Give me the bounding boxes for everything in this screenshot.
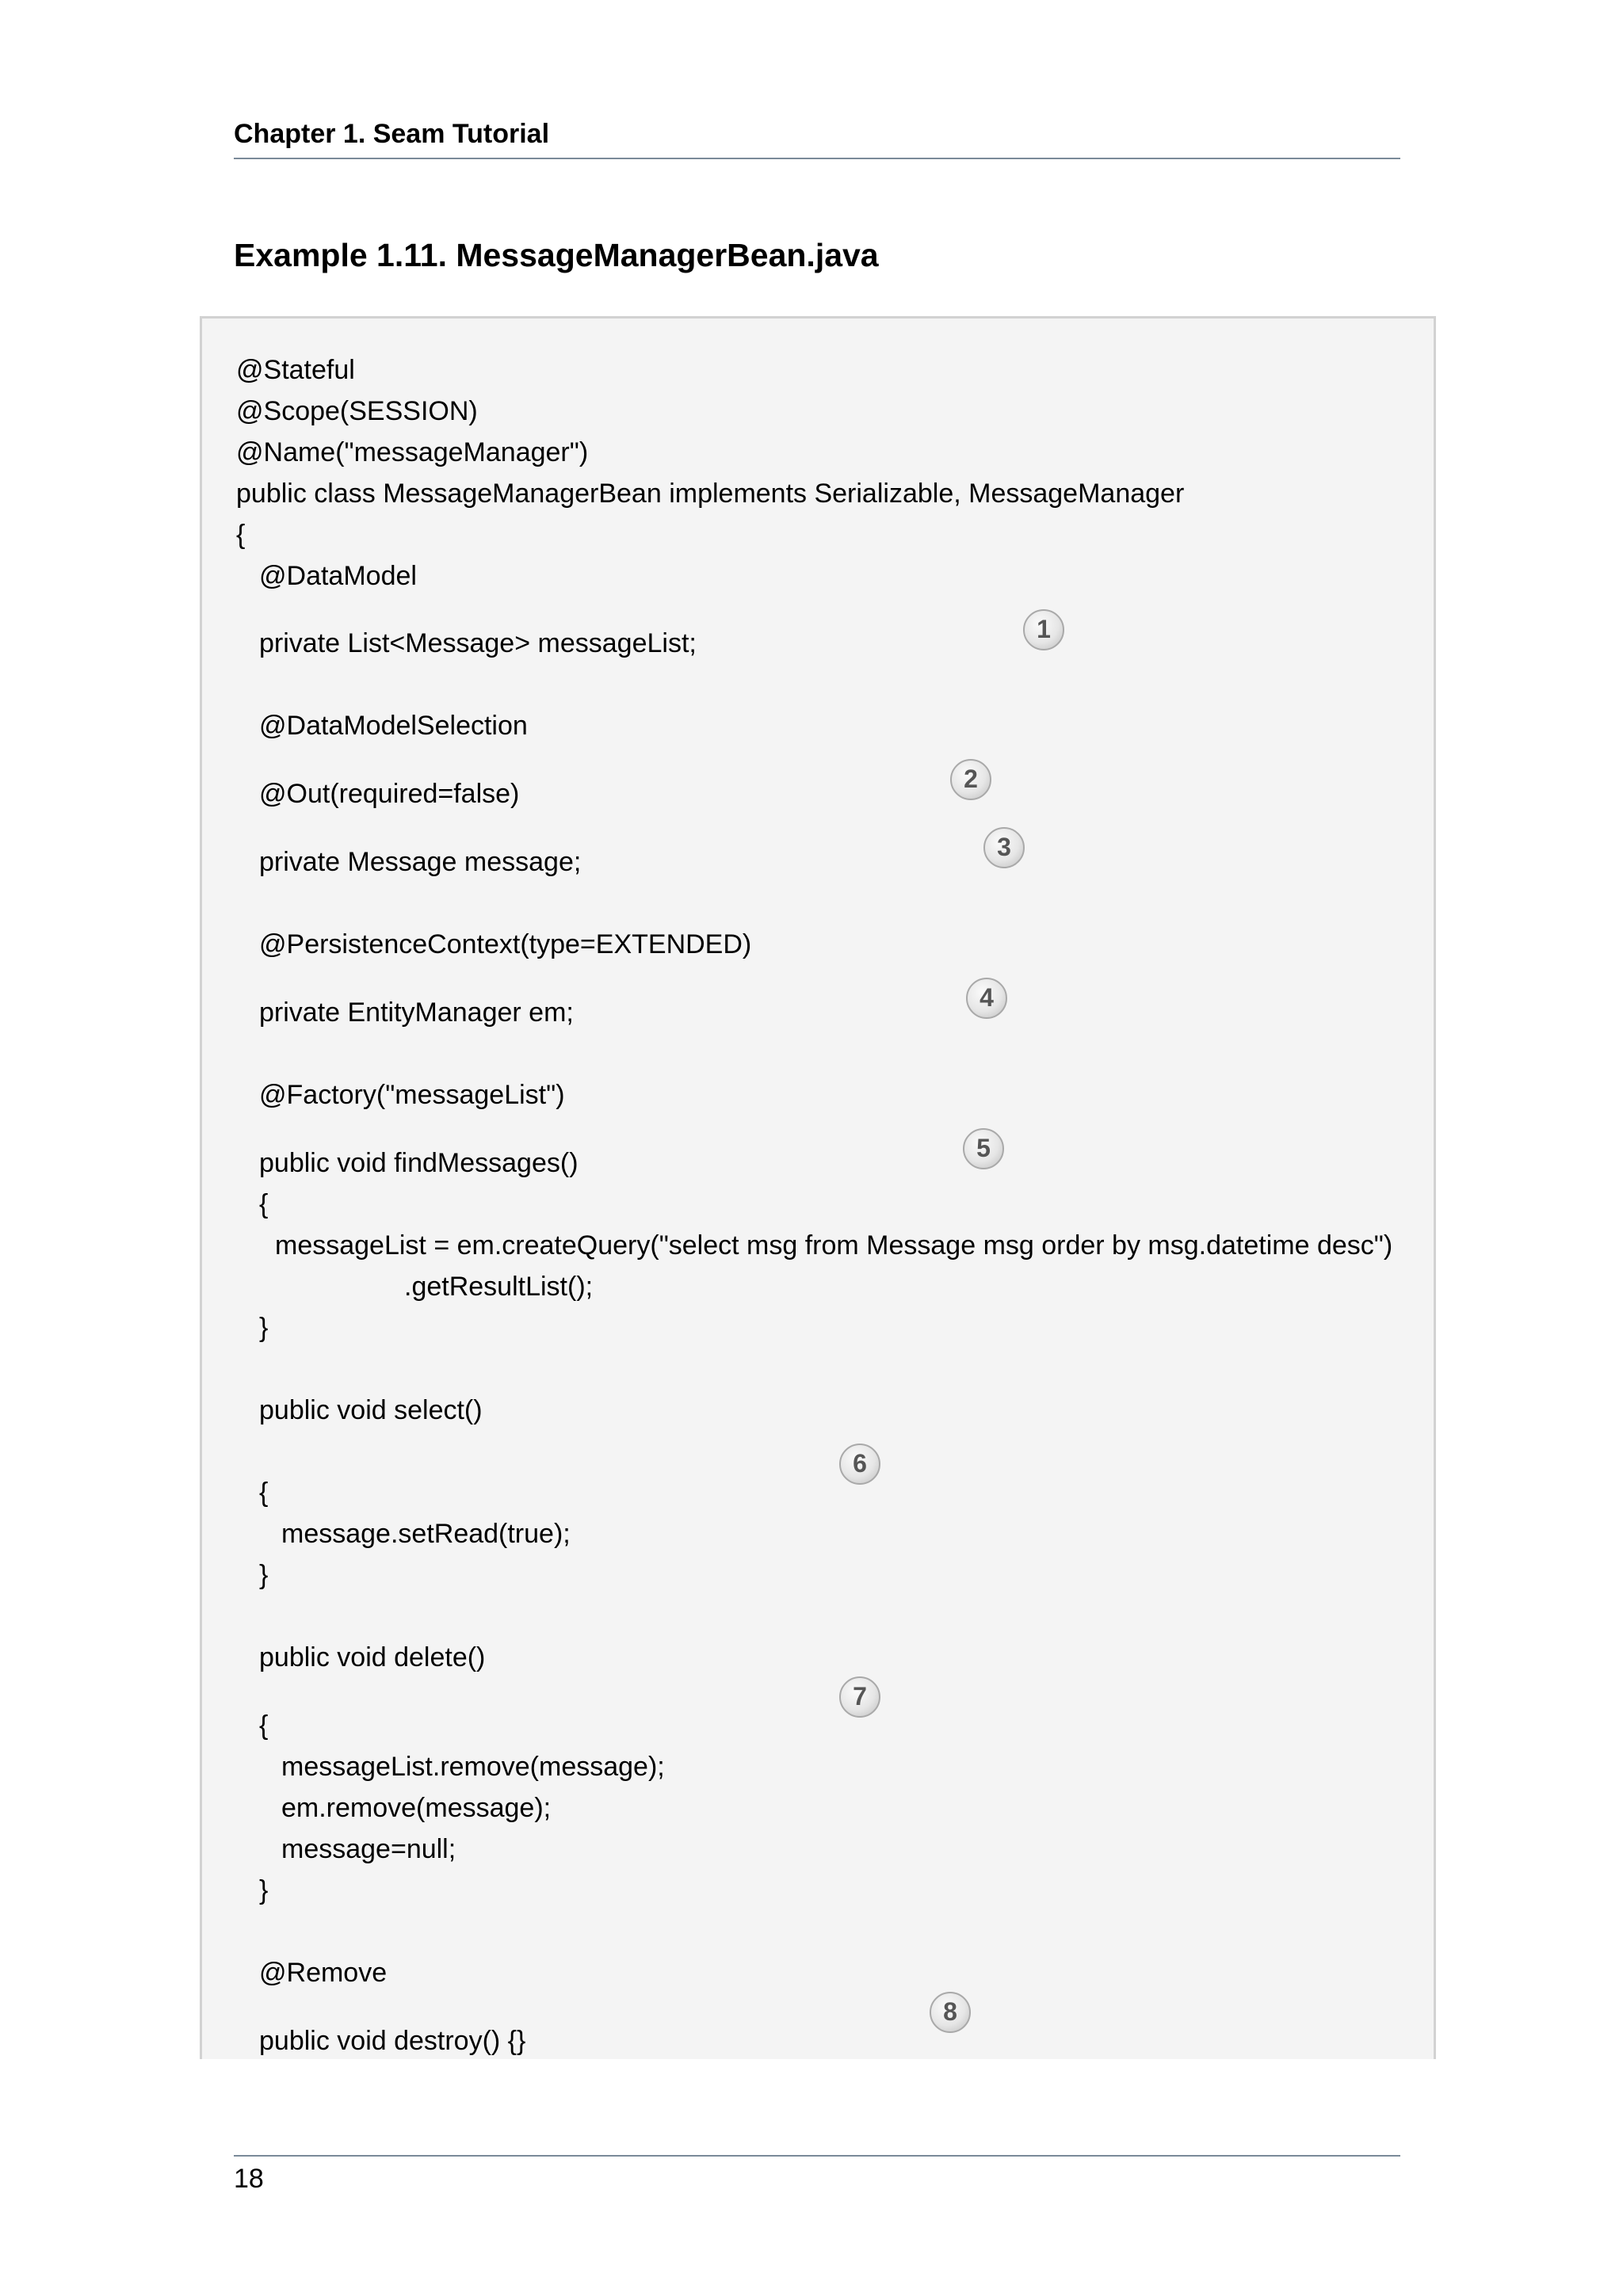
code-line: } bbox=[259, 1560, 269, 1590]
code-line: messageList = em.createQuery("select msg from Message msg order by msg.datetime desc") bbox=[275, 1230, 1393, 1261]
code-line: public void findMessages() bbox=[259, 1148, 579, 1178]
code-line: private List<Message> messageList; bbox=[259, 628, 697, 658]
callout-marker: 8 bbox=[930, 1992, 971, 2033]
callout-marker: 1 bbox=[1023, 609, 1064, 650]
code-line: @PersistenceContext(type=EXTENDED) bbox=[259, 929, 752, 959]
code-line: @Scope(SESSION) bbox=[236, 396, 478, 426]
callout-marker: 6 bbox=[839, 1444, 880, 1485]
chapter-header bbox=[234, 116, 1400, 159]
code-line: private Message message; bbox=[259, 847, 582, 877]
code-line: public class MessageManagerBean implements Serializable, MessageManager bbox=[236, 479, 1185, 509]
code-line: .getResultList(); bbox=[404, 1272, 594, 1302]
code-line: @DataModel bbox=[259, 561, 417, 591]
code-line: message.setRead(true); bbox=[281, 1519, 571, 1549]
code-line: { bbox=[259, 1711, 269, 1741]
code-line: } bbox=[259, 1313, 269, 1343]
footer-rule bbox=[234, 2155, 1400, 2157]
code-line: message=null; bbox=[281, 1834, 456, 1864]
code-line: private EntityManager em; bbox=[259, 997, 574, 1028]
example-title: Example 1.11. MessageManagerBean.java bbox=[234, 237, 879, 273]
code-line: @Remove bbox=[259, 1958, 388, 1988]
code-line: em.remove(message); bbox=[281, 1793, 552, 1823]
code-line: @Out(required=false) bbox=[259, 779, 520, 809]
code-line: { bbox=[259, 1478, 269, 1508]
code-line: @Stateful bbox=[236, 355, 355, 385]
code-line: @Factory("messageList") bbox=[259, 1080, 565, 1110]
code-listing bbox=[200, 316, 1436, 2059]
callout-marker: 7 bbox=[839, 1676, 880, 1718]
callout-marker: 5 bbox=[963, 1128, 1004, 1169]
code-line: { bbox=[236, 520, 246, 550]
code-line: { bbox=[259, 1189, 269, 1219]
callout-marker: 4 bbox=[966, 978, 1007, 1019]
code-line: messageList.remove(message); bbox=[281, 1752, 665, 1782]
code-line: @DataModelSelection bbox=[259, 711, 528, 741]
code-line: public void select() bbox=[259, 1395, 483, 1425]
code-line: } bbox=[259, 1875, 269, 1905]
chapter-title: Chapter 1. Seam Tutorial bbox=[234, 119, 550, 149]
code-line: public void delete() bbox=[259, 1642, 486, 1672]
page-number: 18 bbox=[234, 2164, 264, 2194]
callout-marker: 2 bbox=[950, 759, 991, 800]
code-line: @Name("messageManager") bbox=[236, 437, 589, 467]
callout-marker: 3 bbox=[983, 827, 1025, 868]
code-line: public void destroy() {} bbox=[259, 2026, 526, 2056]
